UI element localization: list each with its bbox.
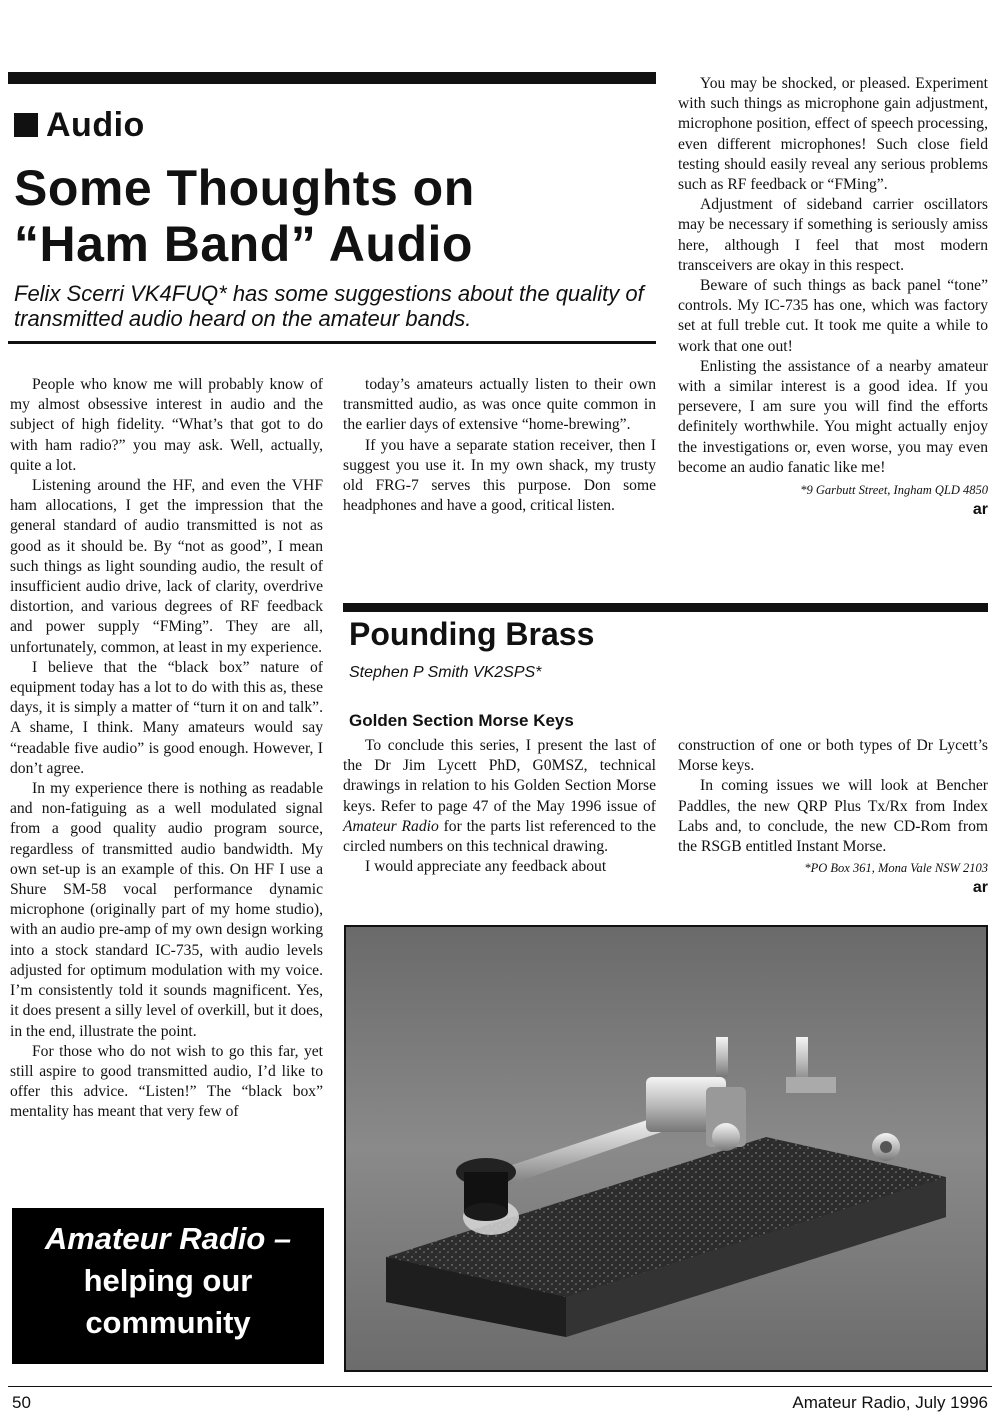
square-bullet-icon xyxy=(14,113,38,137)
morse-key-illustration xyxy=(346,927,986,1370)
paragraph: I believe that the “black box” nature of equipment today has a lot to do with this as, these days, it is simply a matter of “turn it on and talk”. A shame, I think. Many amateurs would say “readable five audio” is good enough. However, I don’t agree. xyxy=(10,658,323,777)
promo-line2: helping our xyxy=(83,1263,253,1298)
paragraph: Enlisting the assistance of a nearby amateur with a similar interest is a good idea. If you persevere, I am sure you will find the efforts definitely worthwhile. You might actually enjoy the investigations or, even worse, you may even become an audio fanatic like me! xyxy=(678,357,988,476)
section-label xyxy=(14,106,145,145)
paragraph: Listening around the HF, and even the VHF ham allocations, I get the impression that the general standard of audio transmitted is not as good as it should be. By “not as good”, I mean such things as light sounding audio, the result of insufficient audio drive, lack of clarity, overdrive distortion, and various degrees of RF feedback and power supply “FMing”. They are all, unfortunately, common, at least in my experience. xyxy=(10,477,323,656)
paragraph: today’s amateurs actually listen to their own transmitted audio, as was once quite common in the earlier days of extensive “home-brewing”. xyxy=(343,376,656,434)
page-number: 50 xyxy=(12,1393,31,1412)
article1-column3 xyxy=(678,74,988,520)
paragraph: If you have a separate station receiver, then I suggest you use it. In my own shack, my trusty old FRG-7 serves this purpose. Don some headphones and have a good, critical listen. xyxy=(343,436,656,515)
footer-rule xyxy=(8,1386,992,1387)
author-address: *9 Garbutt Street, Ingham QLD 4850 xyxy=(800,483,988,498)
paragraph: You may be shocked, or pleased. Experiment with such things as microphone gain adjustment, microphone position, effect of speech processing, even different microphones! Such close field testing should easily reveal any serious problems such as RF feedback or “FMing”. xyxy=(678,75,988,194)
section-rule xyxy=(343,603,988,612)
paragraph: construction of one or both types of Dr Lycett’s Morse keys. xyxy=(678,737,988,775)
promo-box xyxy=(12,1208,324,1364)
article-title-line1: Some Thoughts on xyxy=(14,160,475,216)
article-title xyxy=(14,160,664,272)
article2-title: Pounding Brass xyxy=(349,616,595,652)
end-mark: ar xyxy=(972,501,988,519)
title-rule xyxy=(8,341,656,344)
morse-key-photo xyxy=(344,925,988,1372)
paragraph: Beware of such things as back panel “tone” controls. My IC-735 has one, which was factory set at full treble cut. It took me quite a while to work that one out! xyxy=(678,277,988,355)
paragraph: People who know me will probably know of my almost obsessive interest in audio and the subject of high fidelity. “What’s that got to do with ham radio?” you may ask. Well, actually, quite a lot. xyxy=(10,376,323,474)
paragraph: To conclude this series, I present the last of the Dr Jim Lycett PhD, G0MSZ, technical drawings in relation to his Golden Section Morse keys. Refer to page 47 of the May 1996 issue of Amateur Radio for the parts list referenced to the circled numbers on this technical drawing. xyxy=(343,737,656,856)
paragraph: In my experience there is nothing as readable and non-fatiguing as a well modulated signal from a good quality audio program source, regardless of transmitted audio bandwidth. My own set-up is an example of this. On HF I use a Shure SM-58 vocal performance dynamic microphone (originally part of my home studio), with an audio pre-amp of my own design working into a stock standard IC-735, with audio levels adjusted for optimum modulation with my voice. I’m consistently told it sounds magnificent. Yes, it does present a silly level of overkill, but it does, in the end, illustrate the point. xyxy=(10,780,323,1040)
article-subtitle: Felix Scerri VK4FUQ* has some suggestions about the quality of transmitted audio heard on the amateur bands. xyxy=(14,281,644,331)
article2-heading: Golden Section Morse Keys xyxy=(349,711,574,730)
author-address: *PO Box 361, Mona Vale NSW 2103 xyxy=(804,861,988,876)
paragraph: I would appreciate any feedback about xyxy=(365,858,607,876)
article2-column2 xyxy=(678,736,988,899)
article-title-line2: “Ham Band” Audio xyxy=(14,216,473,272)
paragraph: Adjustment of sideband carrier oscillators may be necessary if something is seriously amiss here, although I feel that most modern transceivers are okay in this respect. xyxy=(678,196,988,274)
paragraph: For those who do not wish to go this far, yet still aspire to good transmitted audio, I’d like to offer this advice. “Listen!” The “black box” mentality has meant that very few of xyxy=(10,1042,323,1121)
top-rule xyxy=(8,72,656,84)
promo-line1: Amateur Radio – xyxy=(44,1221,292,1256)
article1-column1 xyxy=(10,375,323,1123)
article2-column1 xyxy=(343,736,656,877)
article2-author: Stephen P Smith VK2SPS* xyxy=(349,664,542,681)
paragraph: In coming issues we will look at Bencher Paddles, the new QRP Plus Tx/Rx from Index Labs and, to conclude, the new CD-Rom from the RSGB entitled Instant Morse. xyxy=(678,777,988,856)
promo-line3: community xyxy=(85,1305,251,1340)
section-label-text: Audio xyxy=(46,106,145,144)
end-mark: ar xyxy=(972,879,988,897)
publication-footer: Amateur Radio, July 1996 xyxy=(792,1393,988,1412)
article1-column2 xyxy=(343,375,656,516)
